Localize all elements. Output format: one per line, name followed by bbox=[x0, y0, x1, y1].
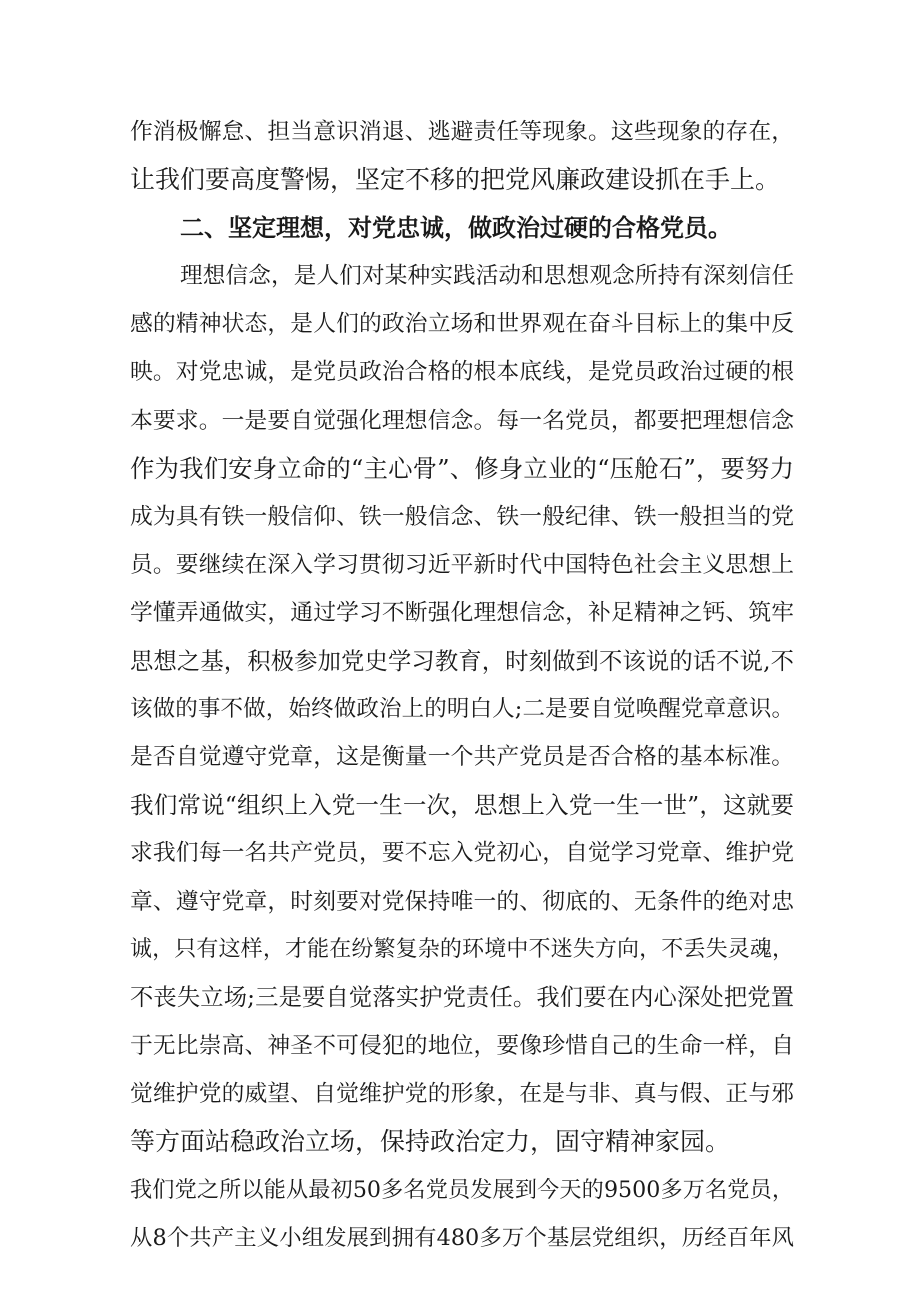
text-line: 映。对党忠诚，是党员政治合格的根本底线，是党员政治过硬的根 bbox=[130, 359, 794, 386]
text-line: 成为具有铁一般信仰、铁一般信念、铁一般纪律、铁一般担当的党 bbox=[130, 503, 794, 530]
text-line: 感的精神状态，是人们的政治立场和世界观在奋斗目标上的集中反 bbox=[130, 311, 794, 338]
text-line: 诚，只有这样，才能在纷繁复杂的环境中不迷失方向，不丢失灵魂， bbox=[130, 936, 794, 962]
text-line: 是否自觉遵守党章，这是衡量一个共产党员是否合格的基本标准。 bbox=[130, 744, 794, 771]
text-line: 学懂弄通做实，通过学习不断强化理想信念，补足精神之钙、筑牢 bbox=[130, 599, 794, 626]
text-line: 理想信念，是人们对某种实践活动和思想观念所持有深刻信任 bbox=[180, 263, 794, 290]
text-line: 章、遵守党章，时刻要对党保持唯一的、彻底的、无条件的绝对忠 bbox=[130, 888, 794, 915]
text-line: 求我们每一名共产党员，要不忘入党初心，自觉学习党章、维护党 bbox=[130, 840, 794, 867]
text-line: 作消极懈怠、担当意识消退、逃避责任等现象。这些现象的存在， bbox=[130, 119, 794, 145]
text-line: 员。要继续在深入学习贯彻习近平新时代中国特色社会主义思想上 bbox=[130, 551, 794, 578]
section-heading: 二、坚定理想，对党忠诚，做政治过硬的合格党员。 bbox=[180, 214, 732, 243]
text-line: 本要求。一是要自觉强化理想信念。每一名党员，都要把理想信念 bbox=[130, 407, 794, 434]
text-line: 让我们要高度警惕，坚定不移的把党风廉政建设抓在手上。 bbox=[130, 165, 781, 195]
text-line: 该做的事不做，始终做政治上的明白人;二是要自觉唤醒党章意识。 bbox=[130, 696, 794, 723]
text-line: 觉维护党的威望、自觉维护党的形象，在是与非、真与假、正与邪 bbox=[130, 1080, 794, 1107]
text-line: 等方面站稳政治立场，保持政治定力，固守精神家园。 bbox=[130, 1126, 731, 1156]
text-line: 作为我们安身立命的“主心骨”、修身立业的“压舱石”，要努力 bbox=[130, 453, 794, 483]
document-body bbox=[130, 108, 794, 1262]
text-line: 于无比崇高、神圣不可侵犯的地位，要像珍惜自己的生命一样，自 bbox=[130, 1032, 794, 1059]
text-line: 思想之基，积极参加党史学习教育，时刻做到不该说的话不说,不 bbox=[130, 647, 794, 676]
text-line: 我们党之所以能从最初50多名党员发展到今天的9500多万名党员， bbox=[130, 1177, 794, 1204]
text-line: 我们常说“组织上入党一生一次，思想上入党一生一世”，这就要 bbox=[130, 791, 794, 820]
text-line: 不丧失立场;三是要自觉落实护党责任。我们要在内心深处把党置 bbox=[130, 983, 794, 1011]
text-line: 从8个共产主义小组发展到拥有480多万个基层党组织，历经百年风 bbox=[130, 1225, 794, 1252]
